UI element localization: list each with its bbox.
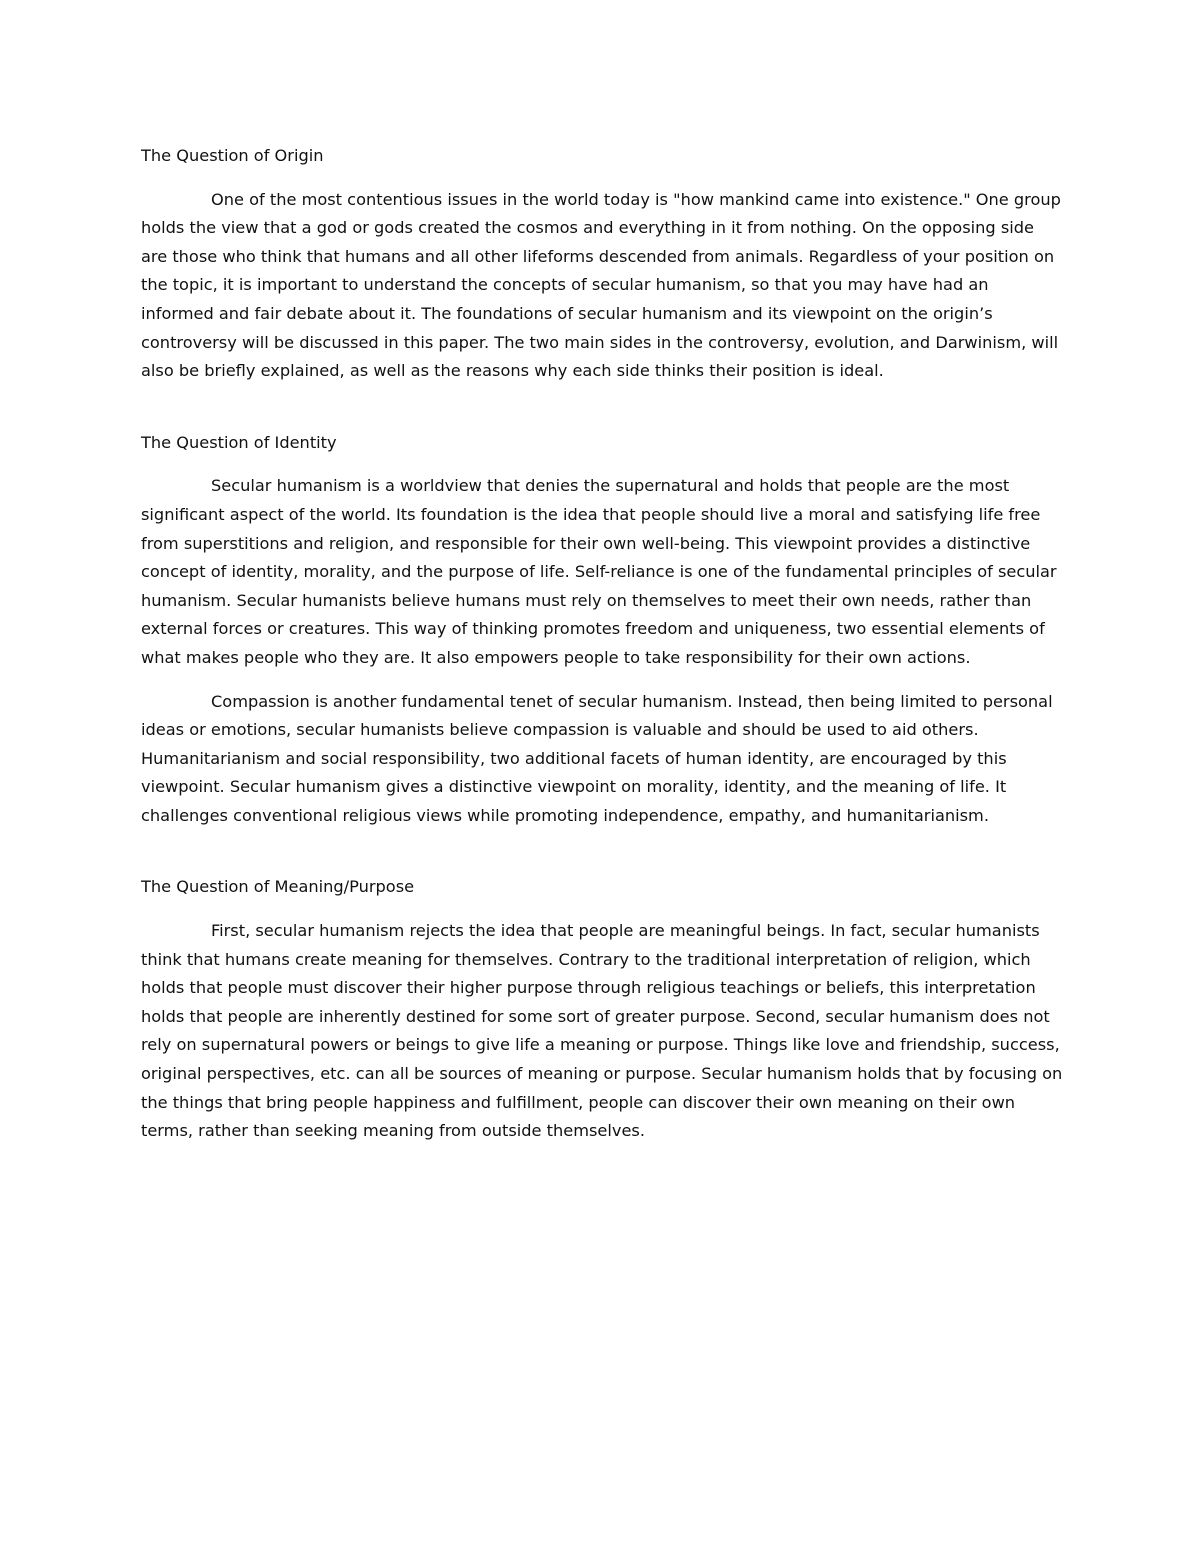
document-page xyxy=(141,142,1065,1146)
section-heading: The Question of Origin xyxy=(141,146,324,165)
paragraph: First, secular humanism rejects the idea that people are meaningful beings. In fact, secular humanists think that humans create meaning for themselves. Contrary to the traditional interpretation of religion, which holds that people must discover their higher purpose through religious teachings or beliefs, this interpretation holds that people are inherently destined for some sort of greater purpose. Second, secular humanism does not rely on supernatural powers or beings to give life a meaning or purpose. Things like love and friendship, success, original perspectives, etc. can all be sources of meaning or purpose. Secular humanism holds that by focusing on the things that bring people happiness and fulfillment, people can discover their own meaning on their own terms, rather than seeking meaning from outside themselves. xyxy=(141,921,1063,1141)
section-heading: The Question of Meaning/Purpose xyxy=(141,877,415,897)
paragraph: Secular humanism is a worldview that denies the supernatural and holds that people are the most significant aspect of the world. Its foundation is the idea that people should live a moral and satisfying life free from superstitions and religion, and responsible for their own well-being. This viewpoint provides a distinctive concept of identity, morality, and the purpose of life. Self-reliance is one of the fundamental principles of secular humanism. Secular humanists believe humans must rely on themselves to meet their own needs, rather than external forces or creatures. This way of thinking promotes freedom and uniqueness, two essential elements of what makes people who they are. It also empowers people to take responsibility for their own actions. xyxy=(141,476,1057,667)
section-origin xyxy=(141,142,1065,386)
section-heading: The Question of Identity xyxy=(141,432,337,452)
section-identity xyxy=(141,429,1065,831)
section-meaning-purpose xyxy=(141,873,1065,1145)
paragraph: Compassion is another fundamental tenet of secular humanism. Instead, then being limited to personal ideas or emotions, secular humanists believe compassion is valuable and should be used to aid others. Humanitarianism and social responsibility, two additional facets of human identity, are encouraged by this viewpoint. Secular humanism gives a distinctive viewpoint on morality, identity, and the meaning of life. It challenges conventional religious views while promoting independence, empathy, and humanitarianism. xyxy=(141,691,1053,825)
paragraph: One of the most contentious issues in the world today is "how mankind came into existence." One group holds the view that a god or gods created the cosmos and everything in it from nothing. On the opposing side are those who think that humans and all other lifeforms descended from animals. Regardless of your position on the topic, it is important to understand the concepts of secular humanism, so that you may have had an informed and fair debate about it. The foundations of secular humanism and its viewpoint on the origin’s controversy will be discussed in this paper. The two main sides in the controversy, evolution, and Darwinism, will also be briefly explained, as well as the reasons why each side thinks their position is ideal. xyxy=(141,189,1061,381)
